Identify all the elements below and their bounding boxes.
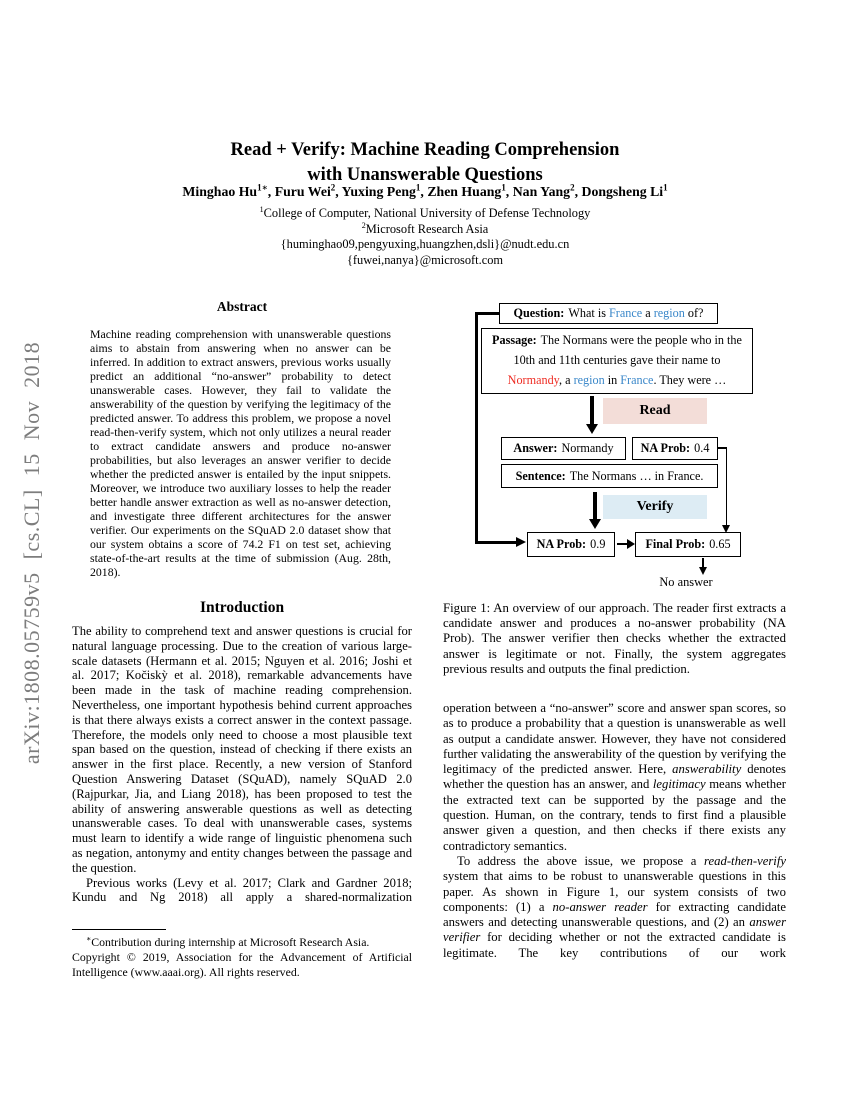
- answer-box: [501, 437, 626, 460]
- author-name: Minghao $Hu^{1∗}$: [182, 182, 268, 199]
- na-prob-1-value: 0.4: [694, 441, 710, 455]
- final-to-noanswer-arrowhead-icon: [699, 567, 707, 575]
- footnote-line-1-text: Contribution during internship at Microsoft Research Asia.: [91, 935, 370, 949]
- introduction-para-1: The ability to comprehend text and answer questions is crucial for natural language processing. Due to the creation of various large-scale datasets (Hermann et al. 2015; Nguyen et al. 2016; Joshi et al. 2017; Kočiskỳ et al. 2018), remarkable advancements have been made in the task of machine reading comprehension. Nevertheless, one important hypothesis behind current approaches is that there always exists a correct answer in the context passage. Therefore, the models only need to choose a most plausible text span based on the question, instead of checking if there exists an answer in the first place. Recently, a new version of Stanford Question Answering Dataset (SQuAD), namely SQuAD 2.0 (Rajpurkar, Jia, and Liang 2018), has been proposed to test the ability of answering answerable questions as well as detecting unanswerable cases. To deal with unanswerable cases, systems must learn to identify a wide range of linguistic phenomena such as negation, antonymy and entity changes between the passage and the question.: [72, 624, 412, 875]
- footnote-line-2: Copyright © 2019, Association for the Advancement of Artificial Intelligence (www.aaai.org). All rights reserved.: [72, 950, 412, 980]
- text-segment: . They were …: [653, 373, 727, 387]
- affiliation-1: [0, 206, 850, 222]
- text-segment: France: [620, 373, 654, 387]
- na-prob-2-value: 0.9: [590, 537, 606, 551]
- text-segment: denotes whether the question has an answer, and: [443, 762, 786, 792]
- na-prob-2-label: NA Prob:: [536, 537, 587, 551]
- final-prob-value: 0.65: [709, 537, 731, 551]
- final-prob-label: Final Prob:: [645, 537, 706, 551]
- right-column-body: [443, 701, 786, 961]
- question-box: [499, 303, 718, 324]
- text-segment: in: [604, 373, 621, 387]
- introduction-heading: Introduction: [199, 599, 285, 616]
- naprob2-to-final-arrowhead-icon: [627, 539, 635, 549]
- text-segment: answer verifier: [443, 915, 786, 945]
- passage-box: [481, 328, 753, 394]
- text-segment: France: [609, 306, 643, 320]
- text-segment: operation between a “no-answer” score and answer span scores, so as to produce a probability that a question is unanswerable as well as output a candidate answer. However, they have not considered further validating the answerability of the question by verifying the legitimacy of the predicted answer. Here,: [443, 701, 786, 777]
- email-line-2: {fuwei,nanya}@microsoft.com: [346, 252, 504, 267]
- no-answer-label: No answer: [659, 575, 713, 589]
- text-segment: , a: [559, 373, 574, 387]
- naprob1-to-final-line-vertical: [726, 447, 728, 526]
- sentence-label: Sentence:: [515, 468, 566, 483]
- figure-1: [462, 295, 785, 597]
- na-prob-box-2: [527, 532, 615, 557]
- affiliation-1-text: College of Computer, National University of Defense Technology: [263, 206, 591, 220]
- author-name: Zhen Huang$^1$: [427, 182, 506, 199]
- passage-text: [508, 333, 742, 387]
- text-segment: region: [573, 373, 605, 387]
- read-tag: Read: [603, 398, 707, 424]
- sentence-value: The Normans … in France.: [569, 468, 704, 483]
- affiliation-1-sup: 1: [259, 204, 264, 214]
- figure-caption: Figure 1: An overview of our approach. The reader first extracts a candidate answer and produces a no-answer probability (NA Prob). The answer verifier then checks whether the extracted answer is legitimate or not. Finally, the system aggregates previous results and outputs the final prediction.: [443, 601, 786, 676]
- affiliation-2-sup: 2: [361, 220, 366, 230]
- text-segment: answerability: [672, 762, 742, 777]
- text-segment: for deciding whether or not the extracted candidate is legitimate. The key contributions of our work: [443, 930, 786, 960]
- arxiv-watermark: arXiv:1808.05759v5 [cs.CL] 15 Nov 2018: [19, 341, 44, 765]
- text-segment: What is: [568, 306, 610, 320]
- affiliation-2-text: Microsoft Research Asia: [365, 221, 489, 236]
- text-segment: To address the above issue, we propose a: [457, 853, 705, 868]
- email-line-1: {huminghao09,pengyuxing,huangzhen,dsli}@nudt.edu.cn: [280, 237, 570, 252]
- right-para-1: [443, 701, 786, 854]
- introduction-body: [72, 624, 412, 905]
- footnote-rule: [72, 929, 166, 930]
- affiliation-block: [0, 206, 850, 268]
- verify-arrow-head-icon: [589, 519, 601, 529]
- question-to-naprob-line-top: [475, 312, 500, 315]
- answer-label: Answer:: [513, 441, 558, 455]
- passage-label: Passage:: [492, 333, 537, 347]
- author-name: Nan Yang$^2$: [512, 182, 575, 199]
- title-line-2: with Unanswerable Questions: [307, 165, 543, 186]
- author-name: Yuxing Peng$^1$: [341, 182, 421, 199]
- na-prob-1-label: NA Prob:: [640, 441, 691, 455]
- text-segment: The Normans were the people who in the 10th and 11th centuries gave their name to: [513, 333, 742, 367]
- question-to-naprob-line-vertical: [475, 312, 478, 543]
- question-text: [568, 306, 703, 321]
- text-segment: for extracting candidate answers and detecting unanswerable questions, and (2) an: [443, 899, 786, 930]
- verify-tag: Verify: [603, 495, 707, 519]
- text-segment: system that aims to be robust to unanswerable questions in this paper. As shown in Figure 1, our system consists of two components: (1) a: [443, 869, 786, 914]
- naprob2-to-final-line: [617, 543, 627, 545]
- footnote-star: ∗: [86, 934, 92, 944]
- author-line: Minghao $Hu^{1∗}$, Furu Wei$^2$, Yuxing Peng$^1$, Zhen Huang$^1$, Nan Yang$^2$, Dongsheng Li$^1$: [182, 182, 668, 199]
- question-label: Question:: [513, 306, 565, 320]
- footnote-line-1: [72, 935, 412, 950]
- text-segment: legitimacy: [652, 777, 706, 792]
- text-segment: no-answer reader: [552, 899, 648, 914]
- footnote: [72, 929, 412, 981]
- author-name: Dongsheng Li$^1$: [581, 182, 668, 199]
- answer-value: Normandy: [561, 441, 614, 455]
- paper-title: [0, 138, 850, 188]
- verify-arrow-shaft: [593, 492, 597, 520]
- sentence-box: [501, 464, 718, 488]
- text-segment: a: [642, 306, 654, 320]
- introduction-para-2: Previous works (Levy et al. 2017; Clark and Gardner 2018; Kundu and Ng 2018) all apply a shared-normalization: [72, 875, 412, 905]
- right-para-2: [443, 854, 786, 961]
- abstract-heading: Abstract: [216, 299, 268, 314]
- text-segment: read-then-verify: [704, 853, 786, 868]
- na-prob-box-1: [632, 437, 718, 460]
- text-segment: means whether the extracted text can be supported by the passage and the question. Human, on the contrary, tends to first find a plausible answer given a question, and then checks if there exists any contradictory semantics.: [443, 777, 786, 853]
- abstract-body: Machine reading comprehension with unanswerable questions aims to abstain from answering when no answer can be inferred. In addition to extract answers, previous works usually predict an additional “no-answer” probability to detect unanswerable cases. However, they fail to validate the answerability of the question by verifying the legitimacy of the predicted answer. To address this problem, we propose a novel read-then-verify system, which not only utilizes a neural reader to extract candidate answers and produce no-answer probabilities, but also leverages an answer verifier to decide whether the predicted answer is entailed by the input snippets. Moreover, we introduce two auxiliary losses to help the reader better handle answer extraction as well as no-answer detection, and investigate three different architectures for the answer verifier. Our experiments on the SQuAD 2.0 dataset show that our system obtains a score of 74.2 F1 on test set, achieving state-of-the-art results at the time of submission (Aug. 28th, 2018).: [90, 327, 391, 579]
- title-line-1: Read + Verify: Machine Reading Comprehension: [230, 140, 620, 161]
- question-to-naprob-line-bottom: [475, 541, 517, 544]
- text-segment: of?: [684, 306, 704, 320]
- text-segment: region: [653, 306, 685, 320]
- question-to-naprob-arrowhead-icon: [516, 537, 526, 547]
- affiliation-2: [0, 222, 850, 238]
- read-arrow-head-icon: [586, 424, 598, 434]
- text-segment: Normandy: [507, 373, 559, 387]
- read-arrow-shaft: [590, 396, 594, 425]
- author-name: Furu Wei$^2$: [274, 182, 336, 199]
- final-prob-box: [635, 532, 741, 557]
